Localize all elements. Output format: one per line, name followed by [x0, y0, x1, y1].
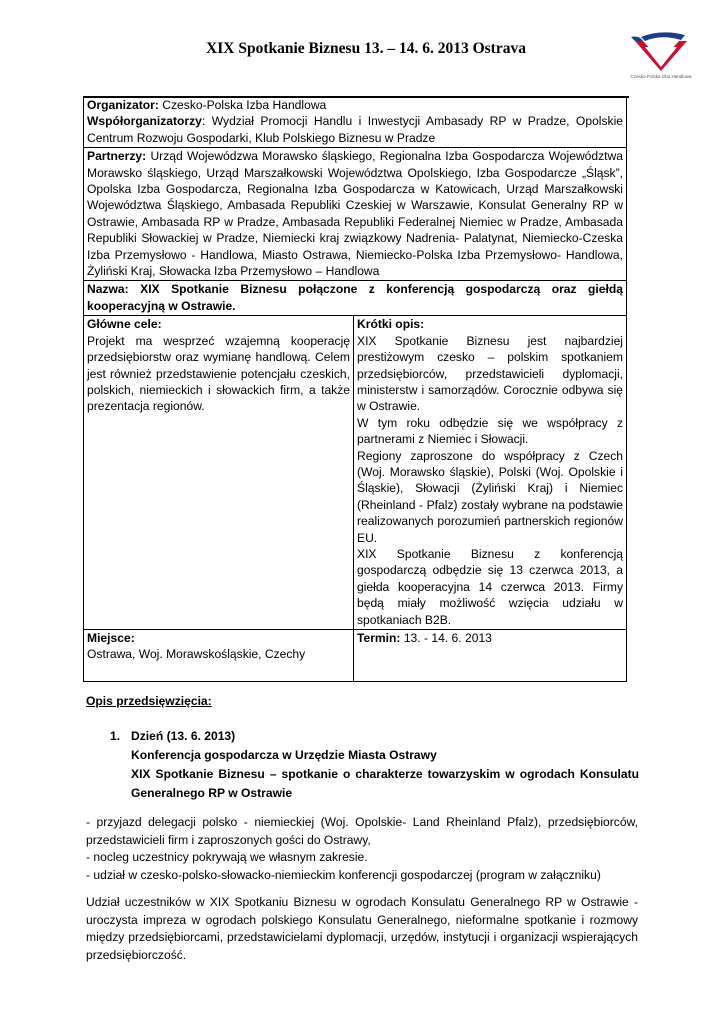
goals-description-row	[84, 315, 626, 629]
place-value: Ostrawa, Woj. Morawskośląskie, Czechy	[87, 647, 306, 662]
description-p1: XIX Spotkanie Biznesu jest najbardziej prestiżowym czesko – polskim spotkaniem przedsiębiorców, przedstawicieli dyplomacji, ministerstw i samorządów. Corocznie odbywa się w Ostrawie.	[357, 333, 623, 414]
goals-cell	[84, 316, 354, 629]
description-cell	[354, 316, 626, 629]
day-heading	[110, 727, 235, 746]
description-p4: XIX Spotkanie Biznesu z konferencją gospodarczą odbędzie się 13 czerwca 2013, a giełda kooperacyjna 14 czerwca 2013. Firmy będą miały możliwość wzięcia udziału w spotkaniach B2B.	[357, 546, 623, 627]
date-label: Termin:	[357, 631, 401, 645]
partners-value: Urząd Wojewódzwa Morawsko śląskiego, Regionalna Izba Gospodarcza Województwa Morawsko śląskiego, Urząd Marszałkowski Województwa Opolskiego, Izba Gospodarcze „Śląsk”, Opolska Izba Gospodarcza, Regionalna Izba Gospodarcza w Katowicach, Urząd Marszałkowski Województwa Śląskiego, Ambasada Republiki Czeskiej w Warszawie, Konsulat Generalny RP w Ostrawie, Ambasada RP w Pradze, Ambasada Republiki Federalnej Niemiec w Pradze, Ambasada Republiki Słowackiej w Pradze, Niemiecki kraj związkowy Nadrenia- Palatynat, Niemiecko-Czeska Izba Przemysłowo - Handlowa, Miasto Ostrawa, Niemiecko-Polska Izba Przemysłowo- Handlowa, Żyliński Kraj, Słowacka Izba Przemysłowo – Handlowa	[87, 149, 623, 279]
day-number: 1.	[110, 729, 121, 743]
date-value: 13. - 14. 6. 2013	[400, 631, 492, 645]
bullet-list	[86, 814, 638, 884]
bullet-1: - przyjazd delegacji polsko - niemieckiej (Woj. Opolskie- Land Rheinland Pfalz), przedsiębiorców, przedstawicieli firm i zaproszonych gości do Ostrawy,	[86, 815, 638, 847]
co-organizers-value: : Wydział Promocji Handlu i Inwestycji Ambasady RP w Pradze, Opolskie Centrum Rozwoju Gospodarki, Klub Polskiego Biznesu w Pradze	[87, 114, 623, 145]
info-table	[83, 96, 627, 682]
organizer-value: Czesko-Polska Izba Handlowa	[158, 98, 327, 112]
event-name-row	[84, 280, 626, 315]
bullet-2: - nocleg uczestnicy pokrywają we własnym zakresie.	[86, 850, 368, 865]
organizer-label: Organizator:	[87, 98, 159, 112]
description-p3: Regiony zaproszone do współpracy z Czech (Woj. Morawsko śląskie), Polski (Woj. Opolskie i Śląskie), Słowacji (Żyliński Kraj) i Niemiec (Rheinland - Pfalz) zostały wybrane na podstawie realizowanych porozumień partnerskich regionów EU.	[357, 448, 623, 545]
place-cell	[84, 630, 354, 681]
section-heading: Opis przedsięwzięcia:	[86, 694, 212, 708]
co-organizers-label: Współorganizatorzy	[87, 114, 202, 129]
goals-label: Główne cele:	[87, 317, 162, 332]
page-title: XIX Spotkanie Biznesu 13. – 14. 6. 2013 Ostrava	[206, 40, 526, 57]
place-date-row	[84, 629, 626, 681]
organizer-row	[84, 96, 626, 147]
date-cell	[354, 630, 626, 681]
description-label: Krótki opis:	[357, 317, 425, 332]
day-label: Dzień (13. 6. 2013)	[131, 729, 236, 743]
logo-caption: Czesko-Polska Izba Handlowa	[630, 74, 692, 79]
chamber-logo	[625, 27, 697, 99]
event-name: Nazwa: XIX Spotkanie Biznesu połączone z konferencją gospodarczą oraz giełdą kooperacyjną w Ostrawie.	[87, 282, 623, 313]
bullet-3: - udział w czesko-polsko-słowacko-niemieckim konferencji gospodarczej (program w załączniku)	[86, 867, 601, 882]
goals-value: Projekt ma wesprzeć wzajemną kooperację przedsiębiorstw oraz wymianę handlową. Celem jest również przedstawienie potencjału czeskich, polskich, niemieckich i słowackich firm, a także prezentacja regionów.	[87, 333, 350, 414]
partners-label: Partnerzy:	[87, 149, 147, 164]
summary-paragraph: Udział uczestników w XIX Spotkaniu Biznesu w ogrodach Konsulatu Generalnego RP w Ostrawie - uroczysta impreza w ogrodach polskiego Konsulatu Generalnego, nieformalne spotkanie i rozmowy między przedsiębiorcami, przedstawicielami dyplomacji, urzędów, instytucji i organizacji wspierających przedsiębiorczość.	[86, 895, 638, 962]
day-line-2: XIX Spotkanie Biznesu – spotkanie o charakterze towarzyskim w ogrodach Konsulatu Generalnego RP w Ostrawie	[131, 767, 639, 801]
day-line-1: Konferencja gospodarcza w Urzędzie Miasta Ostrawy	[131, 748, 437, 762]
partners-row	[84, 147, 626, 280]
day-details	[131, 746, 639, 804]
description-p2: W tym roku odbędzie się we współpracy z partnerami z Niemiec i Słowacji.	[357, 415, 623, 447]
place-label: Miejsce:	[87, 631, 135, 645]
